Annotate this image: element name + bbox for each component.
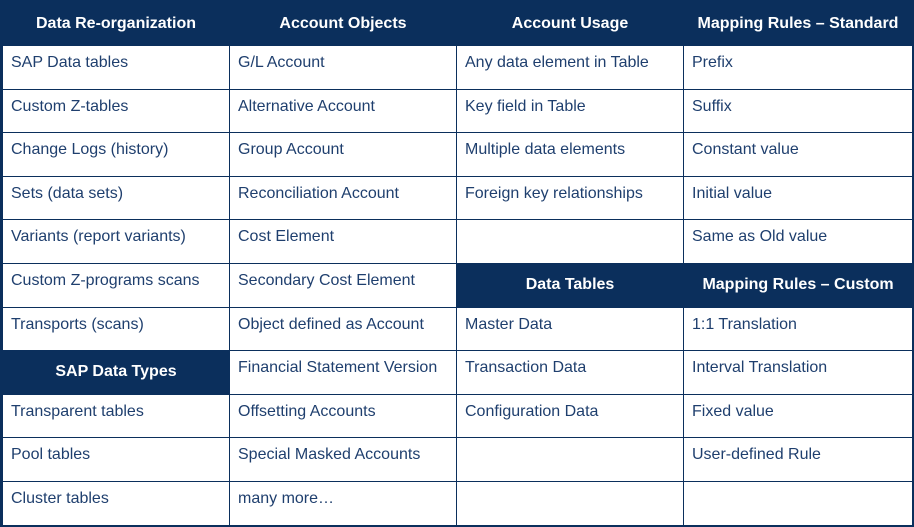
cell-data-reorganization: SAP Data tables: [3, 46, 230, 90]
cell-data-reorganization: Transports (scans): [3, 307, 230, 351]
cell-account-objects: Special Masked Accounts: [230, 438, 457, 482]
cell-data-reorganization: Custom Z-programs scans: [3, 263, 230, 307]
cell-account-usage: Foreign key relationships: [457, 176, 684, 220]
cell-data-tables: Master Data: [457, 307, 684, 351]
cell-account-objects: many more…: [230, 481, 457, 525]
cell-sap-data-types: Transparent tables: [3, 394, 230, 438]
cell-mapping-rules-custom: 1:1 Translation: [684, 307, 913, 351]
cell-account-objects: Alternative Account: [230, 89, 457, 133]
cell-mapping-rules-custom: Interval Translation: [684, 351, 913, 395]
table-row: [3, 176, 913, 220]
cell-mapping-rules-standard: Prefix: [684, 46, 913, 90]
header-data-tables: Data Tables: [457, 263, 684, 307]
cell-account-objects: Secondary Cost Element: [230, 263, 457, 307]
feature-table: [2, 2, 913, 526]
empty-cell: [457, 481, 684, 525]
cell-data-tables: Transaction Data: [457, 351, 684, 395]
empty-cell: [457, 438, 684, 482]
table-row: [3, 46, 913, 90]
cell-mapping-rules-custom: Fixed value: [684, 394, 913, 438]
table-row: [3, 481, 913, 525]
cell-mapping-rules-standard: Initial value: [684, 176, 913, 220]
empty-cell: [684, 481, 913, 525]
header-account-usage: Account Usage: [457, 3, 684, 46]
cell-account-objects: Group Account: [230, 133, 457, 177]
table-row: [3, 89, 913, 133]
table-row: [3, 133, 913, 177]
header-sap-data-types: SAP Data Types: [3, 351, 230, 395]
cell-account-usage: Multiple data elements: [457, 133, 684, 177]
header-mapping-rules-custom: Mapping Rules – Custom: [684, 263, 913, 307]
cell-account-usage: Any data element in Table: [457, 46, 684, 90]
cell-data-reorganization: Sets (data sets): [3, 176, 230, 220]
cell-mapping-rules-standard: Same as Old value: [684, 220, 913, 264]
cell-account-objects: Cost Element: [230, 220, 457, 264]
cell-account-usage: Key field in Table: [457, 89, 684, 133]
table-row: [3, 394, 913, 438]
cell-mapping-rules-custom: User-defined Rule: [684, 438, 913, 482]
cell-mapping-rules-standard: Suffix: [684, 89, 913, 133]
header-data-reorganization: Data Re-organization: [3, 3, 230, 46]
cell-mapping-rules-standard: Constant value: [684, 133, 913, 177]
cell-data-reorganization: Variants (report variants): [3, 220, 230, 264]
cell-sap-data-types: Pool tables: [3, 438, 230, 482]
empty-cell: [457, 220, 684, 264]
table-row: [3, 263, 913, 307]
cell-account-objects: Financial Statement Version: [230, 351, 457, 395]
cell-data-tables: Configuration Data: [457, 394, 684, 438]
table-row: [3, 438, 913, 482]
table-header-row: [3, 3, 913, 46]
header-account-objects: Account Objects: [230, 3, 457, 46]
cell-account-objects: Reconciliation Account: [230, 176, 457, 220]
table-row: [3, 351, 913, 395]
cell-account-objects: Object defined as Account: [230, 307, 457, 351]
cell-account-objects: G/L Account: [230, 46, 457, 90]
table-row: [3, 307, 913, 351]
cell-account-objects: Offsetting Accounts: [230, 394, 457, 438]
cell-sap-data-types: Cluster tables: [3, 481, 230, 525]
table-row: [3, 220, 913, 264]
cell-data-reorganization: Custom Z-tables: [3, 89, 230, 133]
cell-data-reorganization: Change Logs (history): [3, 133, 230, 177]
header-mapping-rules-standard: Mapping Rules – Standard: [684, 3, 913, 46]
